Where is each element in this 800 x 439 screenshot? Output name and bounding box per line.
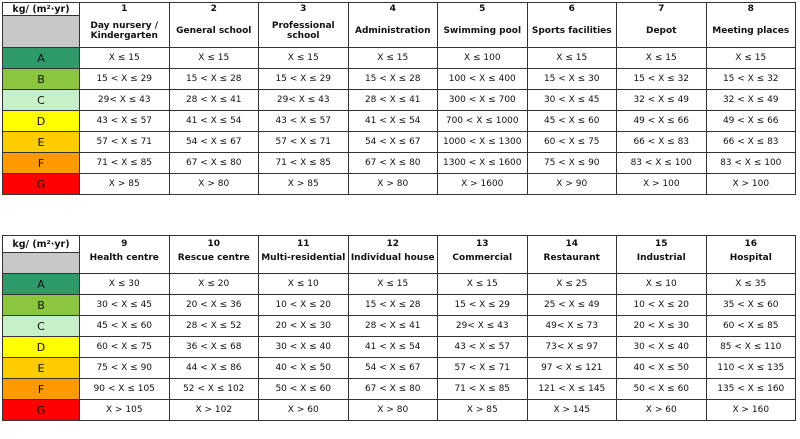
- threshold-cell: X > 80: [348, 174, 438, 195]
- threshold-cell: X ≤ 10: [617, 274, 707, 295]
- threshold-cell: 54 < X ≤ 67: [169, 132, 259, 153]
- threshold-cell: 29< X ≤ 43: [80, 90, 170, 111]
- threshold-cell: X > 100: [617, 174, 707, 195]
- class-label-a: A: [3, 274, 80, 295]
- column-number: 12: [348, 236, 438, 253]
- threshold-cell: X ≤ 30: [80, 274, 170, 295]
- threshold-cell: 66 < X ≤ 83: [617, 132, 707, 153]
- threshold-cell: 15 < X ≤ 28: [348, 69, 438, 90]
- threshold-cell: 41 < X ≤ 54: [348, 337, 438, 358]
- threshold-cell: 67 < X ≤ 80: [169, 153, 259, 174]
- table-row: [3, 400, 796, 421]
- threshold-cell: 43 < X ≤ 57: [259, 111, 349, 132]
- threshold-cell: 60 < X ≤ 75: [527, 132, 617, 153]
- header-number-row: [3, 3, 796, 16]
- column-number: 1: [80, 3, 170, 16]
- table-row: [3, 153, 796, 174]
- table-row: [3, 337, 796, 358]
- column-number: 16: [706, 236, 796, 253]
- threshold-cell: 15 < X ≤ 29: [80, 69, 170, 90]
- column-number: 9: [80, 236, 170, 253]
- column-number: 10: [169, 236, 259, 253]
- building-type-header: Commercial: [438, 253, 528, 274]
- threshold-cell: 54 < X ≤ 67: [348, 132, 438, 153]
- threshold-cell: 1000 < X ≤ 1300: [438, 132, 528, 153]
- class-label-d: D: [3, 337, 80, 358]
- threshold-cell: 45 < X ≤ 60: [80, 316, 170, 337]
- threshold-cell: 60 < X ≤ 85: [706, 316, 796, 337]
- threshold-cell: 15 < X ≤ 32: [617, 69, 707, 90]
- building-type-header: Industrial: [617, 253, 707, 274]
- threshold-cell: X ≤ 10: [259, 274, 349, 295]
- unit-label: kg/ (m²·yr): [3, 236, 80, 253]
- column-number: 14: [527, 236, 617, 253]
- building-type-header: Day nursery / Kindergarten: [80, 16, 170, 48]
- threshold-cell: 49 < X ≤ 66: [617, 111, 707, 132]
- threshold-cell: 67 < X ≤ 80: [348, 153, 438, 174]
- threshold-cell: 28 < X ≤ 52: [169, 316, 259, 337]
- threshold-cell: 28 < X ≤ 41: [348, 90, 438, 111]
- blank-corner-cell: [3, 16, 80, 48]
- header-name-row: [3, 16, 796, 48]
- building-type-header: General school: [169, 16, 259, 48]
- column-number: 6: [527, 3, 617, 16]
- threshold-cell: X > 102: [169, 400, 259, 421]
- threshold-cell: X ≤ 15: [348, 48, 438, 69]
- table-row: [3, 274, 796, 295]
- class-label-a: A: [3, 48, 80, 69]
- column-number: 5: [438, 3, 528, 16]
- threshold-cell: 45 < X ≤ 60: [527, 111, 617, 132]
- threshold-cell: 66 < X ≤ 83: [706, 132, 796, 153]
- building-type-header: Multi-residential: [259, 253, 349, 274]
- threshold-cell: 20 < X ≤ 30: [617, 316, 707, 337]
- table-row: [3, 111, 796, 132]
- threshold-cell: 15 < X ≤ 30: [527, 69, 617, 90]
- threshold-cell: 1300 < X ≤ 1600: [438, 153, 528, 174]
- threshold-cell: X ≤ 35: [706, 274, 796, 295]
- threshold-cell: X ≤ 15: [617, 48, 707, 69]
- table-row: [3, 295, 796, 316]
- threshold-cell: X > 160: [706, 400, 796, 421]
- threshold-cell: 73< X ≤ 97: [527, 337, 617, 358]
- threshold-cell: 83 < X ≤ 100: [706, 153, 796, 174]
- threshold-cell: X > 85: [80, 174, 170, 195]
- threshold-cell: 67 < X ≤ 80: [348, 379, 438, 400]
- column-number: 11: [259, 236, 349, 253]
- threshold-cell: 32 < X ≤ 49: [706, 90, 796, 111]
- table-row: [3, 358, 796, 379]
- building-type-header: Professional school: [259, 16, 349, 48]
- class-label-e: E: [3, 132, 80, 153]
- threshold-cell: X ≤ 25: [527, 274, 617, 295]
- threshold-cell: 10 < X ≤ 20: [259, 295, 349, 316]
- class-label-e: E: [3, 358, 80, 379]
- building-type-header: Administration: [348, 16, 438, 48]
- threshold-cell: 15 < X ≤ 28: [169, 69, 259, 90]
- threshold-cell: 90 < X ≤ 105: [80, 379, 170, 400]
- table-row: [3, 316, 796, 337]
- class-label-g: G: [3, 174, 80, 195]
- threshold-cell: 41 < X ≤ 54: [348, 111, 438, 132]
- threshold-cell: X > 85: [259, 174, 349, 195]
- table-buildings-1-8: [2, 2, 796, 195]
- threshold-cell: 85 < X ≤ 110: [706, 337, 796, 358]
- threshold-cell: 71 < X ≤ 85: [259, 153, 349, 174]
- table-buildings-9-16: [2, 235, 796, 421]
- threshold-cell: 49< X ≤ 73: [527, 316, 617, 337]
- threshold-cell: 52 < X ≤ 102: [169, 379, 259, 400]
- table-row: [3, 69, 796, 90]
- class-label-g: G: [3, 400, 80, 421]
- threshold-cell: X > 90: [527, 174, 617, 195]
- threshold-cell: 75 < X ≤ 90: [80, 358, 170, 379]
- threshold-cell: 44 < X ≤ 86: [169, 358, 259, 379]
- column-number: 13: [438, 236, 528, 253]
- threshold-cell: 32 < X ≤ 49: [617, 90, 707, 111]
- table-row: [3, 379, 796, 400]
- threshold-cell: 54 < X ≤ 67: [348, 358, 438, 379]
- blank-corner-cell: [3, 253, 80, 274]
- threshold-cell: 75 < X ≤ 90: [527, 153, 617, 174]
- threshold-cell: X > 80: [169, 174, 259, 195]
- column-number: 7: [617, 3, 707, 16]
- table-row: [3, 174, 796, 195]
- class-label-c: C: [3, 316, 80, 337]
- threshold-cell: 97 < X ≤ 121: [527, 358, 617, 379]
- threshold-cell: 10 < X ≤ 20: [617, 295, 707, 316]
- threshold-cell: X ≤ 20: [169, 274, 259, 295]
- building-type-header: Health centre: [80, 253, 170, 274]
- building-type-header: Depot: [617, 16, 707, 48]
- threshold-cell: 100 < X ≤ 400: [438, 69, 528, 90]
- threshold-cell: 15 < X ≤ 29: [259, 69, 349, 90]
- threshold-cell: 110 < X ≤ 135: [706, 358, 796, 379]
- header-number-row: [3, 236, 796, 253]
- building-type-header: Restaurant: [527, 253, 617, 274]
- threshold-cell: 50 < X ≤ 60: [617, 379, 707, 400]
- threshold-cell: 36 < X ≤ 68: [169, 337, 259, 358]
- threshold-cell: 40 < X ≤ 50: [617, 358, 707, 379]
- threshold-cell: X > 60: [259, 400, 349, 421]
- threshold-cell: 60 < X ≤ 75: [80, 337, 170, 358]
- threshold-cell: 300 < X ≤ 700: [438, 90, 528, 111]
- class-label-b: B: [3, 295, 80, 316]
- class-label-f: F: [3, 379, 80, 400]
- table-row: [3, 48, 796, 69]
- threshold-cell: 41 < X ≤ 54: [169, 111, 259, 132]
- threshold-cell: 15 < X ≤ 32: [706, 69, 796, 90]
- threshold-cell: 30 < X ≤ 45: [80, 295, 170, 316]
- threshold-cell: X ≤ 15: [259, 48, 349, 69]
- class-label-f: F: [3, 153, 80, 174]
- column-number: 2: [169, 3, 259, 16]
- threshold-cell: 71 < X ≤ 85: [438, 379, 528, 400]
- threshold-cell: X ≤ 15: [527, 48, 617, 69]
- building-type-header: Hospital: [706, 253, 796, 274]
- threshold-cell: 20 < X ≤ 36: [169, 295, 259, 316]
- building-type-header: Meeting places: [706, 16, 796, 48]
- threshold-cell: X > 60: [617, 400, 707, 421]
- column-number: 8: [706, 3, 796, 16]
- threshold-cell: 35 < X ≤ 60: [706, 295, 796, 316]
- class-label-b: B: [3, 69, 80, 90]
- threshold-cell: 20 < X ≤ 30: [259, 316, 349, 337]
- table-row: [3, 90, 796, 111]
- threshold-cell: X ≤ 15: [438, 274, 528, 295]
- threshold-cell: 121 < X ≤ 145: [527, 379, 617, 400]
- threshold-cell: 28 < X ≤ 41: [348, 316, 438, 337]
- threshold-cell: 29< X ≤ 43: [259, 90, 349, 111]
- threshold-cell: 49 < X ≤ 66: [706, 111, 796, 132]
- class-label-d: D: [3, 111, 80, 132]
- building-type-header: Individual house: [348, 253, 438, 274]
- threshold-cell: 15 < X ≤ 29: [438, 295, 528, 316]
- threshold-cell: X ≤ 15: [80, 48, 170, 69]
- threshold-cell: 30 < X ≤ 45: [527, 90, 617, 111]
- column-number: 3: [259, 3, 349, 16]
- threshold-cell: X > 100: [706, 174, 796, 195]
- threshold-cell: X ≤ 100: [438, 48, 528, 69]
- column-number: 4: [348, 3, 438, 16]
- header-name-row: [3, 253, 796, 274]
- threshold-cell: 30 < X ≤ 40: [259, 337, 349, 358]
- threshold-cell: 15 < X ≤ 28: [348, 295, 438, 316]
- threshold-cell: 135 < X ≤ 160: [706, 379, 796, 400]
- threshold-cell: 57 < X ≤ 71: [80, 132, 170, 153]
- threshold-cell: 30 < X ≤ 40: [617, 337, 707, 358]
- threshold-cell: 57 < X ≤ 71: [438, 358, 528, 379]
- unit-label: kg/ (m²·yr): [3, 3, 80, 16]
- threshold-cell: 29< X ≤ 43: [438, 316, 528, 337]
- threshold-cell: 71 < X ≤ 85: [80, 153, 170, 174]
- threshold-cell: X > 80: [348, 400, 438, 421]
- threshold-cell: X > 85: [438, 400, 528, 421]
- threshold-cell: 43 < X ≤ 57: [80, 111, 170, 132]
- threshold-cell: 83 < X ≤ 100: [617, 153, 707, 174]
- threshold-cell: 25 < X ≤ 49: [527, 295, 617, 316]
- threshold-cell: 40 < X ≤ 50: [259, 358, 349, 379]
- threshold-cell: 50 < X ≤ 60: [259, 379, 349, 400]
- building-type-header: Sports facilities: [527, 16, 617, 48]
- threshold-cell: X ≤ 15: [169, 48, 259, 69]
- building-type-header: Rescue centre: [169, 253, 259, 274]
- threshold-cell: 700 < X ≤ 1000: [438, 111, 528, 132]
- class-label-c: C: [3, 90, 80, 111]
- threshold-cell: 43 < X ≤ 57: [438, 337, 528, 358]
- threshold-cell: 57 < X ≤ 71: [259, 132, 349, 153]
- threshold-cell: X > 1600: [438, 174, 528, 195]
- building-type-header: Swimming pool: [438, 16, 528, 48]
- threshold-cell: X ≤ 15: [706, 48, 796, 69]
- threshold-cell: 28 < X ≤ 41: [169, 90, 259, 111]
- column-number: 15: [617, 236, 707, 253]
- threshold-cell: X ≤ 15: [348, 274, 438, 295]
- table-row: [3, 132, 796, 153]
- threshold-cell: X > 105: [80, 400, 170, 421]
- threshold-cell: X > 145: [527, 400, 617, 421]
